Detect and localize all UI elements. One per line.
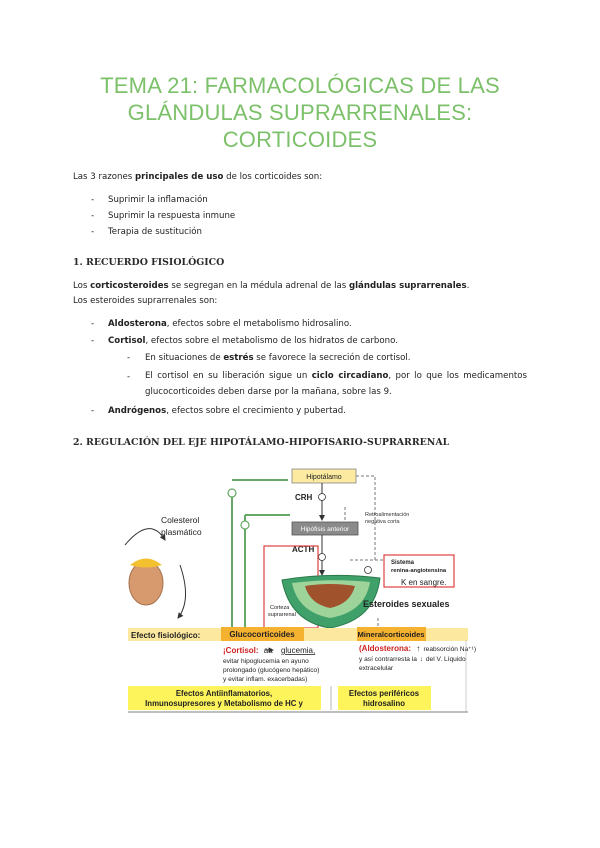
hipofisis-label: Hipófisis anterior xyxy=(300,526,350,533)
crh-label: CRH xyxy=(295,493,313,502)
bullet-dash: - xyxy=(127,372,131,382)
mineral-label: Mineralcorticoides xyxy=(357,630,425,639)
cortisol-text: evitar hipoglucemia en ayuno xyxy=(223,658,309,665)
retro-label: Retroalimentación xyxy=(365,512,410,518)
plus-marker xyxy=(365,567,372,574)
curved-arrow xyxy=(178,565,186,618)
esteroides-label: Esteroides sexuales xyxy=(363,599,450,609)
bullet-dash: - xyxy=(91,195,95,205)
bullet-dash: - xyxy=(91,319,95,329)
cortisol-text: y evitar inflam. exacerbadas) xyxy=(223,676,308,683)
section-heading: 2. REGULACIÓN DEL EJE HIPOTÁLAMO-HIPOFISARIO-SUPRARRENAL xyxy=(73,437,450,448)
list-item: Aldosterona, efectos sobre el metabolismo hidrosalino. xyxy=(108,319,352,329)
corteza-label: suprarrenal xyxy=(268,612,296,618)
cortisol-text: prolongado (glucógeno hepático) xyxy=(223,667,320,674)
dashed-feedback xyxy=(356,476,375,560)
minus-marker xyxy=(228,489,236,497)
aldosterona-text: y así contrarresta la ↓ del V. Líquido xyxy=(359,656,466,663)
cortisol-text: ¡Cortisol: aa glucemia, xyxy=(223,646,316,655)
perifericos-label: Efectos periféricos xyxy=(348,689,420,698)
sistema-label: Sistema xyxy=(391,560,415,566)
list-item: El cortisol en su liberación sigue un ciclo circadiano, por lo que los medicamentos glucocorticoides deben darse por la mañana, sobre las 9. xyxy=(145,371,528,397)
plus-marker xyxy=(319,494,326,501)
bullet-dash: - xyxy=(91,211,95,221)
intro-paragraph: Las 3 razones principales de uso de los corticoides son: xyxy=(73,172,323,182)
colesterol-label: Colesterol xyxy=(161,515,200,525)
retro-label: negativa corta xyxy=(365,519,400,525)
colesterol-label: plasmático xyxy=(161,527,202,537)
paragraph: Los esteroides suprarrenales son: xyxy=(73,296,218,306)
corteza-label: Corteza xyxy=(270,605,290,611)
gluco-label: Glucocorticoides xyxy=(229,630,295,639)
list-item: Andrógenos, efectos sobre el crecimiento y pubertad. xyxy=(108,406,346,416)
efecto-label: Efecto fisiológico: xyxy=(131,631,201,640)
page-title: TEMA 21: FARMACOLÓGICAS DE LAS GLÁNDULAS SUPRARRENALES: CORTICOIDES xyxy=(100,73,500,152)
minus-marker xyxy=(241,521,249,529)
kidney-illustration xyxy=(129,561,163,605)
aldosterona-text: extracelular xyxy=(359,665,394,672)
section-heading: 1. RECUERDO FISIOLÓGICO xyxy=(73,257,225,268)
list-item: Suprimir la inflamación xyxy=(108,195,208,205)
list-item: Suprimir la respuesta inmune xyxy=(108,211,236,221)
perifericos-label: hidrosalino xyxy=(362,699,406,708)
list-item: Terapia de sustitución xyxy=(108,227,202,237)
efectos-label: Efectos Antiinflamatorios, xyxy=(175,689,273,698)
list-item: En situaciones de estrés se favorece la secreción de cortisol. xyxy=(145,353,411,363)
bullet-dash: - xyxy=(127,353,131,363)
bullet-dash: - xyxy=(91,406,95,416)
aldosterona-text: (Aldosterona: ↑ reabsorción Na⁺¹) xyxy=(359,644,477,653)
sistema-label: renina-angiotensina xyxy=(391,568,447,574)
efectos-label: Inmunosupresores y Metabolismo de HC y xyxy=(145,699,303,708)
list-item: Cortisol, efectos sobre el metabolismo de los hidratos de carbono. xyxy=(108,336,398,346)
curved-arrow xyxy=(125,529,165,545)
hipotalamo-label: Hipotálamo xyxy=(306,474,342,481)
acth-label: ACTH xyxy=(292,545,315,554)
bullet-dash: - xyxy=(91,336,95,346)
k-sangre-label: K en sangre. xyxy=(401,578,447,587)
plus-marker xyxy=(319,554,326,561)
adrenal-cap xyxy=(130,559,162,568)
bullet-dash: - xyxy=(91,227,95,237)
paragraph: Los corticosteroides se segregan en la médula adrenal de las glándulas suprarrenales. xyxy=(73,281,470,291)
